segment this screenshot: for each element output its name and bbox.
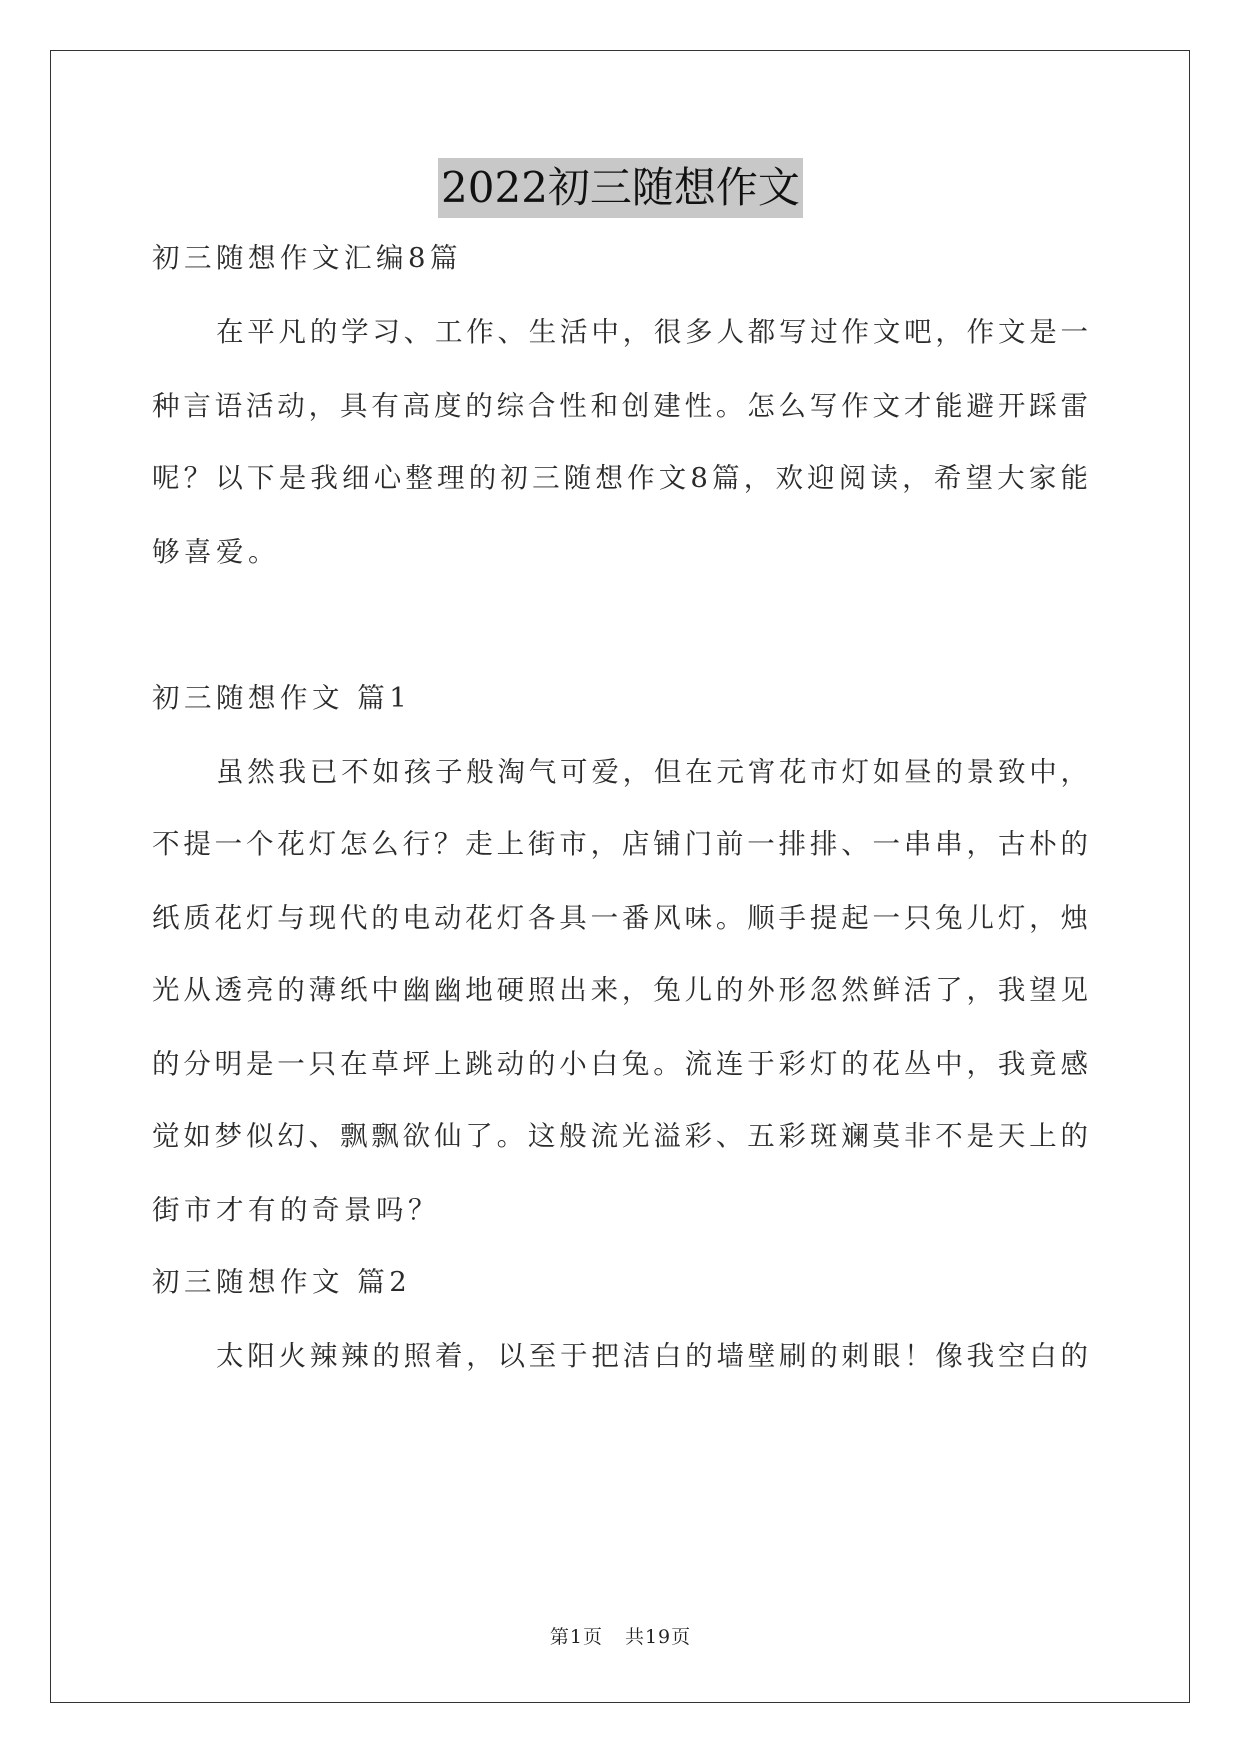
intro-line: 种言语活动，具有高度的综合性和创建性。怎么写作文才能避开踩雷 — [152, 390, 1088, 422]
page-number: 第1页 — [549, 1626, 603, 1648]
intro-line: 在平凡的学习、工作、生活中，很多人都写过作文吧，作文是一 — [216, 316, 1088, 348]
document-title-text: 2022初三随想作文 — [438, 158, 803, 218]
section-heading: 初三随想作文 篇1 — [152, 682, 412, 714]
paragraph-line: 街市才有的奇景吗？ — [152, 1194, 440, 1226]
paragraph-line: 不提一个花灯怎么行？走上街市，店铺门前一排排、一串串，古朴的 — [152, 828, 1088, 860]
paragraph-line: 的分明是一只在草坪上跳动的小白兔。流连于彩灯的花丛中，我竟感 — [152, 1048, 1088, 1080]
paragraph-line: 光从透亮的薄纸中幽幽地硬照出来，兔儿的外形忽然鲜活了，我望见 — [152, 974, 1088, 1006]
intro-line: 够喜爱。 — [152, 536, 280, 568]
page-border — [50, 50, 1190, 1703]
page-total: 共19页 — [624, 1626, 692, 1648]
page-footer — [0, 1622, 1241, 1649]
paragraph-line: 虽然我已不如孩子般淘气可爱，但在元宵花市灯如昼的景致中， — [216, 756, 1088, 788]
document-title — [0, 158, 1241, 220]
intro-line: 呢？以下是我细心整理的初三随想作文8篇，欢迎阅读，希望大家能 — [152, 462, 1088, 494]
section-heading: 初三随想作文 篇2 — [152, 1266, 412, 1298]
paragraph-line: 太阳火辣辣的照着，以至于把洁白的墙壁刷的刺眼！像我空白的 — [216, 1340, 1088, 1372]
paragraph-line: 纸质花灯与现代的电动花灯各具一番风味。顺手提起一只兔儿灯，烛 — [152, 902, 1088, 934]
document-subtitle: 初三随想作文汇编8篇 — [152, 242, 462, 274]
paragraph-line: 觉如梦似幻、飘飘欲仙了。这般流光溢彩、五彩斑斓莫非不是天上的 — [152, 1120, 1088, 1152]
